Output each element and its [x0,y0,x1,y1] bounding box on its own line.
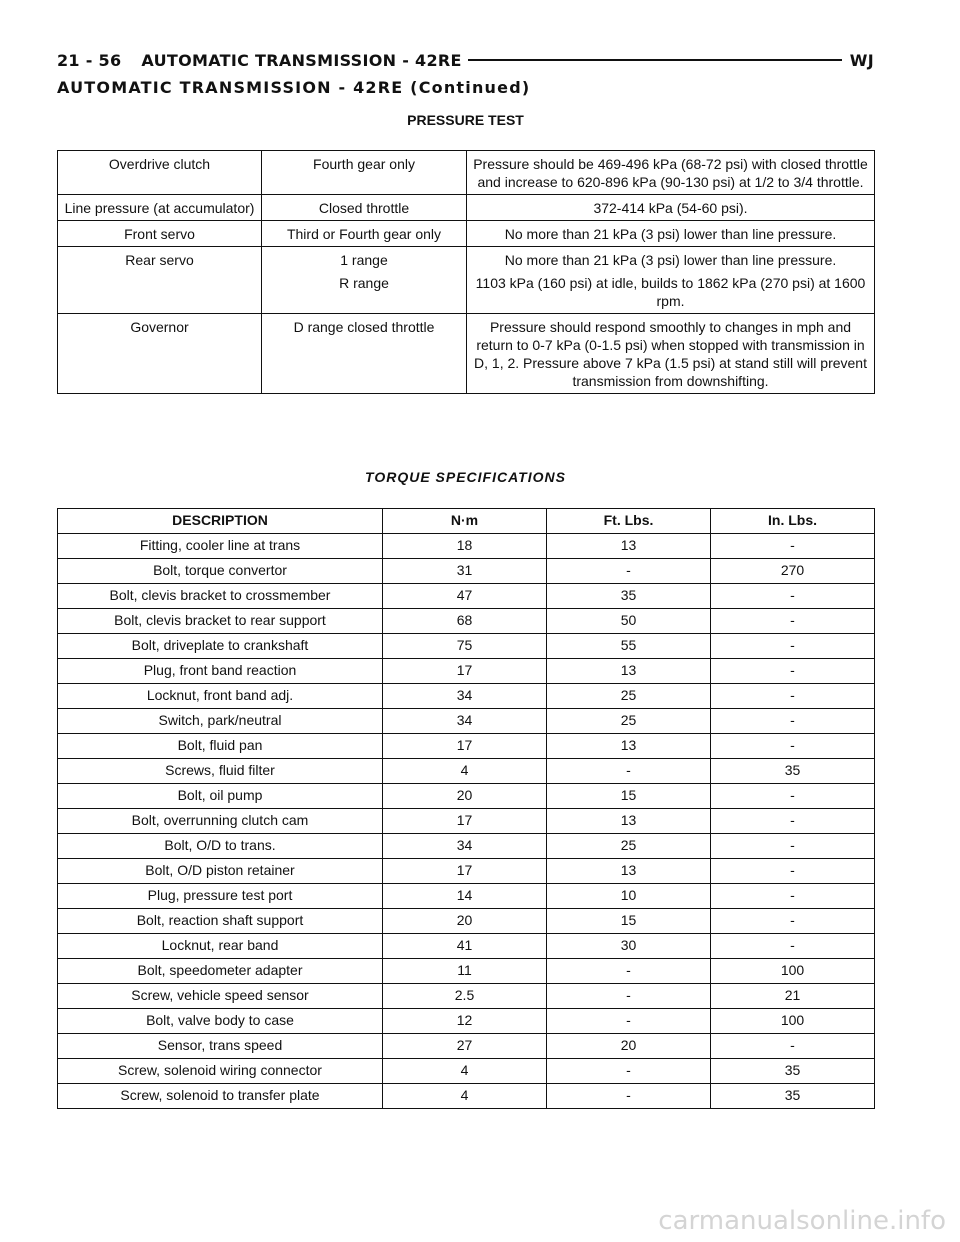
continued-title: AUTOMATIC TRANSMISSION - 42RE (Continued) [57,78,531,97]
inch-pounds-cell: 100 [711,1009,875,1034]
condition-cell [262,221,467,247]
newton-meters-cell: 11 [383,959,547,984]
table-row [58,534,875,559]
column-header-description: DESCRIPTION [58,509,383,534]
inch-pounds-cell: - [711,809,875,834]
condition-text: Third or Fourth gear only [286,226,442,242]
description-cell: Bolt, torque convertor [58,559,383,584]
newton-meters-cell: 2.5 [383,984,547,1009]
condition-text: Fourth gear only [313,156,415,172]
newton-meters-cell: 20 [383,909,547,934]
inch-pounds-cell: - [711,534,875,559]
specification-text: No more than 21 kPa (3 psi) lower than line pressure. [504,226,837,242]
table-row [58,247,875,314]
specification-text: Pressure should respond smoothly to changes in mph and return to 0-7 kPa (0-1.5 psi) when stopped with transmission in D, 1, 2. Pressure above 7 kPa (1.5 psi) at stand still will prevent transmission from downshifting. [474,319,867,389]
inch-pounds-cell: - [711,584,875,609]
inch-pounds-cell: - [711,634,875,659]
newton-meters-cell: 12 [383,1009,547,1034]
foot-pounds-cell: 13 [547,734,711,759]
foot-pounds-cell: 25 [547,684,711,709]
newton-meters-cell: 4 [383,1059,547,1084]
condition-cell [262,151,467,195]
newton-meters-cell: 47 [383,584,547,609]
description-cell: Locknut, front band adj. [58,684,383,709]
foot-pounds-cell: 25 [547,834,711,859]
description-cell: Fitting, cooler line at trans [58,534,383,559]
table-row [58,984,875,1009]
column-header-inch-pounds: In. Lbs. [711,509,875,534]
pressure-test-title: PRESSURE TEST [407,112,524,128]
foot-pounds-cell: - [547,559,711,584]
table-row [58,584,875,609]
component-cell: Governor [58,314,262,394]
description-cell: Bolt, clevis bracket to rear support [58,609,383,634]
table-row [58,784,875,809]
newton-meters-cell: 34 [383,709,547,734]
inch-pounds-cell: - [711,1034,875,1059]
condition-text: R range [339,275,389,291]
table-row [58,634,875,659]
inch-pounds-cell: 270 [711,559,875,584]
newton-meters-cell: 17 [383,809,547,834]
table-header-row [58,509,875,534]
table-row [58,859,875,884]
condition-cell [262,314,467,394]
component-cell: Rear servo [58,247,262,314]
foot-pounds-cell: 30 [547,934,711,959]
component-cell: Line pressure (at accumulator) [58,195,262,221]
newton-meters-cell: 17 [383,734,547,759]
table-row [58,1009,875,1034]
newton-meters-cell: 34 [383,684,547,709]
inch-pounds-cell: 35 [711,1059,875,1084]
newton-meters-cell: 4 [383,759,547,784]
foot-pounds-cell: - [547,1059,711,1084]
specification-cell [467,151,875,195]
specification-text: 1103 kPa (160 psi) at idle, builds to 1862 kPa (270 psi) at 1600 rpm. [475,275,866,309]
table-row [58,734,875,759]
inch-pounds-cell: - [711,609,875,634]
table-row [58,934,875,959]
inch-pounds-cell: - [711,834,875,859]
foot-pounds-cell: 13 [547,809,711,834]
table-row [58,759,875,784]
foot-pounds-cell: 50 [547,609,711,634]
page-header [57,47,874,73]
description-cell: Screw, vehicle speed sensor [58,984,383,1009]
description-cell: Bolt, speedometer adapter [58,959,383,984]
foot-pounds-cell: 20 [547,1034,711,1059]
newton-meters-cell: 17 [383,659,547,684]
description-cell: Switch, park/neutral [58,709,383,734]
table-row [58,684,875,709]
specification-cell [467,247,875,314]
inch-pounds-cell: - [711,934,875,959]
newton-meters-cell: 20 [383,784,547,809]
newton-meters-cell: 41 [383,934,547,959]
condition-cell [262,247,467,314]
inch-pounds-cell: - [711,784,875,809]
newton-meters-cell: 14 [383,884,547,909]
table-row [58,1034,875,1059]
description-cell: Screw, solenoid to transfer plate [58,1084,383,1109]
foot-pounds-cell: - [547,759,711,784]
foot-pounds-cell: 13 [547,534,711,559]
description-cell: Plug, front band reaction [58,659,383,684]
inch-pounds-cell: - [711,734,875,759]
newton-meters-cell: 27 [383,1034,547,1059]
condition-text: D range closed throttle [293,319,435,335]
inch-pounds-cell: 35 [711,759,875,784]
description-cell: Bolt, clevis bracket to crossmember [58,584,383,609]
foot-pounds-cell: 13 [547,659,711,684]
newton-meters-cell: 68 [383,609,547,634]
table-row [58,1059,875,1084]
table-row [58,609,875,634]
specification-text: Pressure should be 469-496 kPa (68-72 psi) with closed throttle and increase to 620-896 kPa (90-130 psi) at 1/2 to 3/4 throttle. [473,156,868,190]
condition-text: 1 range [340,252,388,268]
table-row [58,1084,875,1109]
description-cell: Sensor, trans speed [58,1034,383,1059]
table-row [58,151,875,195]
description-cell: Bolt, O/D piston retainer [58,859,383,884]
specification-cell [467,195,875,221]
component-cell: Front servo [58,221,262,247]
foot-pounds-cell: 35 [547,584,711,609]
table-row [58,659,875,684]
description-cell: Bolt, fluid pan [58,734,383,759]
torque-specifications-table [57,508,875,1109]
description-cell: Bolt, reaction shaft support [58,909,383,934]
description-cell: Bolt, valve body to case [58,1009,383,1034]
description-cell: Bolt, O/D to trans. [58,834,383,859]
foot-pounds-cell: - [547,1084,711,1109]
description-cell: Locknut, rear band [58,934,383,959]
table-row [58,959,875,984]
foot-pounds-cell: - [547,984,711,1009]
torque-specifications-title: TORQUE SPECIFICATIONS [365,469,566,485]
specification-cell [467,314,875,394]
inch-pounds-cell: - [711,709,875,734]
specification-cell [467,221,875,247]
page-number: 21 - 56 [57,50,122,70]
table-row [58,809,875,834]
foot-pounds-cell: - [547,959,711,984]
condition-cell [262,195,467,221]
inch-pounds-cell: 100 [711,959,875,984]
inch-pounds-cell: - [711,859,875,884]
inch-pounds-cell: - [711,659,875,684]
column-header-foot-pounds: Ft. Lbs. [547,509,711,534]
description-cell: Plug, pressure test port [58,884,383,909]
description-cell: Bolt, overrunning clutch cam [58,809,383,834]
foot-pounds-cell: - [547,1009,711,1034]
table-row [58,221,875,247]
table-row [58,709,875,734]
table-row [58,195,875,221]
header-model-code: WJ [849,50,874,70]
newton-meters-cell: 4 [383,1084,547,1109]
header-rule [468,59,842,61]
watermark: carmanualsonline.info [658,1206,946,1236]
pressure-test-table [57,150,875,394]
description-cell: Bolt, driveplate to crankshaft [58,634,383,659]
condition-text: Closed throttle [318,200,410,216]
table-row [58,559,875,584]
inch-pounds-cell: 21 [711,984,875,1009]
inch-pounds-cell: - [711,684,875,709]
inch-pounds-cell: 35 [711,1084,875,1109]
description-cell: Bolt, oil pump [58,784,383,809]
description-cell: Screws, fluid filter [58,759,383,784]
newton-meters-cell: 34 [383,834,547,859]
column-header-newton-meters: N·m [383,509,547,534]
foot-pounds-cell: 10 [547,884,711,909]
component-cell: Overdrive clutch [58,151,262,195]
specification-text: No more than 21 kPa (3 psi) lower than line pressure. [504,252,837,268]
foot-pounds-cell: 15 [547,784,711,809]
table-row [58,909,875,934]
newton-meters-cell: 75 [383,634,547,659]
inch-pounds-cell: - [711,884,875,909]
foot-pounds-cell: 55 [547,634,711,659]
foot-pounds-cell: 25 [547,709,711,734]
newton-meters-cell: 31 [383,559,547,584]
table-row [58,884,875,909]
table-row [58,834,875,859]
table-row [58,314,875,394]
foot-pounds-cell: 13 [547,859,711,884]
inch-pounds-cell: - [711,909,875,934]
description-cell: Screw, solenoid wiring connector [58,1059,383,1084]
newton-meters-cell: 18 [383,534,547,559]
foot-pounds-cell: 15 [547,909,711,934]
header-section-title: AUTOMATIC TRANSMISSION - 42RE [141,50,462,70]
newton-meters-cell: 17 [383,859,547,884]
specification-text: 372-414 kPa (54-60 psi). [593,200,748,216]
